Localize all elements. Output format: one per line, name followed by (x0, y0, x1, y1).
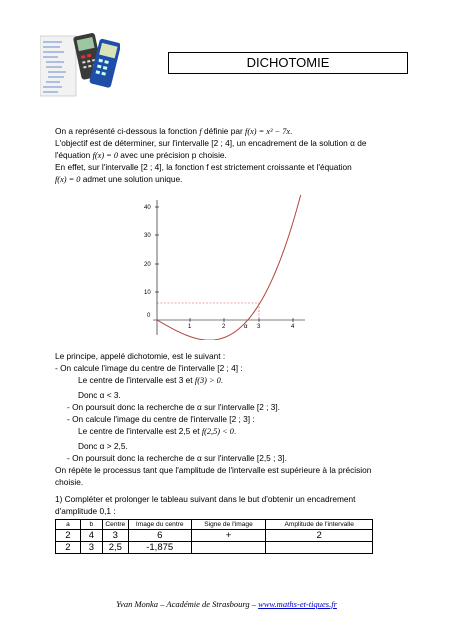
table-cell: 3 (80, 542, 102, 554)
function-curve (157, 195, 301, 340)
equation: f(x) = 0 (92, 151, 118, 160)
column-header: a (56, 520, 81, 530)
y-tick-label: 0 (147, 313, 151, 319)
y-tick-label: 10 (144, 290, 151, 296)
alpha-label: α (244, 324, 248, 330)
method-step-1-detail (78, 375, 223, 386)
intro-line-1 (55, 126, 292, 137)
intro-line-5 (55, 174, 182, 185)
method-step-3-detail (78, 426, 236, 437)
footer-text: Yvan Monka – Académie de Strasbourg – (116, 599, 259, 609)
table-cell: 2 (56, 542, 81, 554)
footer (0, 599, 453, 609)
page-title: DICHOTOMIE (168, 52, 408, 74)
intro-line-5-text: admet une solution unique. (80, 174, 183, 184)
table-row (56, 530, 373, 542)
intro-line-1-text: On a représenté ci-dessous la fonction (55, 126, 200, 136)
logo (40, 30, 120, 98)
intro-line-1-mid: définie par (201, 126, 246, 136)
table-cell: 3 (102, 530, 128, 542)
method-step-3: - On calcule l'image du centre de l'intervalle [2 ; 3] : (67, 414, 255, 424)
table-cell: 2,5 (102, 542, 128, 554)
method-summary-1: On répète le processus tant que l'amplitude de l'intervalle est supérieure à la précision (55, 465, 372, 475)
method-line-1: Le principe, appelé dichotomie, est le suivant : (55, 351, 226, 361)
intro-line-3-text: l'équation (55, 150, 93, 160)
table-cell: 2 (56, 530, 81, 542)
function-name: f (199, 127, 202, 136)
method-step-3-end: . (233, 426, 237, 436)
column-header: Signe de l'image (191, 520, 266, 530)
column-header: b (80, 520, 102, 530)
table-cell: 6 (128, 530, 191, 542)
x-tick-label: 2 (222, 324, 226, 330)
column-header: Image du centre (128, 520, 191, 530)
table-cell (191, 542, 266, 554)
table-cell: + (191, 530, 266, 542)
intro-line-1-end: . (290, 126, 293, 136)
y-tick-label: 40 (144, 205, 151, 211)
table-header-row (56, 520, 373, 530)
method-step-1-text: Le centre de l'intervalle est 3 et (78, 375, 195, 385)
table-row (56, 542, 373, 554)
inequality: f(2,5) < 0 (201, 427, 234, 436)
x-tick-label: 1 (188, 324, 192, 330)
calculator-logo-icon (40, 30, 120, 98)
intro-line-3-end: avec une précision p choisie. (118, 150, 227, 160)
method-summary-2: choisie. (55, 477, 84, 487)
column-header: Amplitude de l'intervalle (266, 520, 373, 530)
table-cell: -1,875 (128, 542, 191, 554)
table-cell: 4 (80, 530, 102, 542)
y-tick-label: 20 (144, 262, 151, 268)
intro-line-4: En effet, sur l'intervalle [2 ; 4], la fonction f est strictement croissante et l'équation (55, 162, 352, 172)
function-formula: f(x) = x³ − 7x (245, 127, 291, 136)
method-step-2: - On poursuit donc la recherche de α sur l'intervalle [2 ; 3]. (67, 402, 280, 412)
method-step-1: - On calcule l'image du centre de l'intervalle [2 ; 4] : (55, 363, 243, 373)
method-step-1-end: . (220, 375, 224, 385)
dichotomy-table (55, 519, 373, 554)
exercise-line-2: d'amplitude 0,1 : (55, 506, 116, 516)
table-cell: 2 (266, 530, 373, 542)
exercise-line-1: 1) Compléter et prolonger le tableau suivant dans le but d'obtenir un encadrement (55, 494, 356, 504)
function-graph (143, 195, 311, 340)
intro-line-3 (55, 150, 227, 161)
y-tick-label: 30 (144, 233, 151, 239)
x-tick-label: 4 (291, 324, 295, 330)
equation: f(x) = 0 (55, 175, 81, 184)
footer-link[interactable]: www.maths-et-tiques.fr (258, 599, 337, 609)
method-step-3-text: Le centre de l'intervalle est 2,5 et (78, 426, 202, 436)
method-step-4: - On poursuit donc la recherche de α sur l'intervalle [2,5 ; 3]. (67, 453, 287, 463)
inequality: f(3) > 0 (194, 376, 221, 385)
intro-line-2: L'objectif est de déterminer, sur l'intervalle [2 ; 4], un encadrement de la solution α de (55, 138, 367, 148)
method-conclusion-1: Donc α < 3. (78, 390, 121, 400)
column-header: Centre (102, 520, 128, 530)
table-cell (266, 542, 373, 554)
method-conclusion-2: Donc α > 2,5. (78, 441, 128, 451)
x-tick-label: 3 (257, 324, 261, 330)
